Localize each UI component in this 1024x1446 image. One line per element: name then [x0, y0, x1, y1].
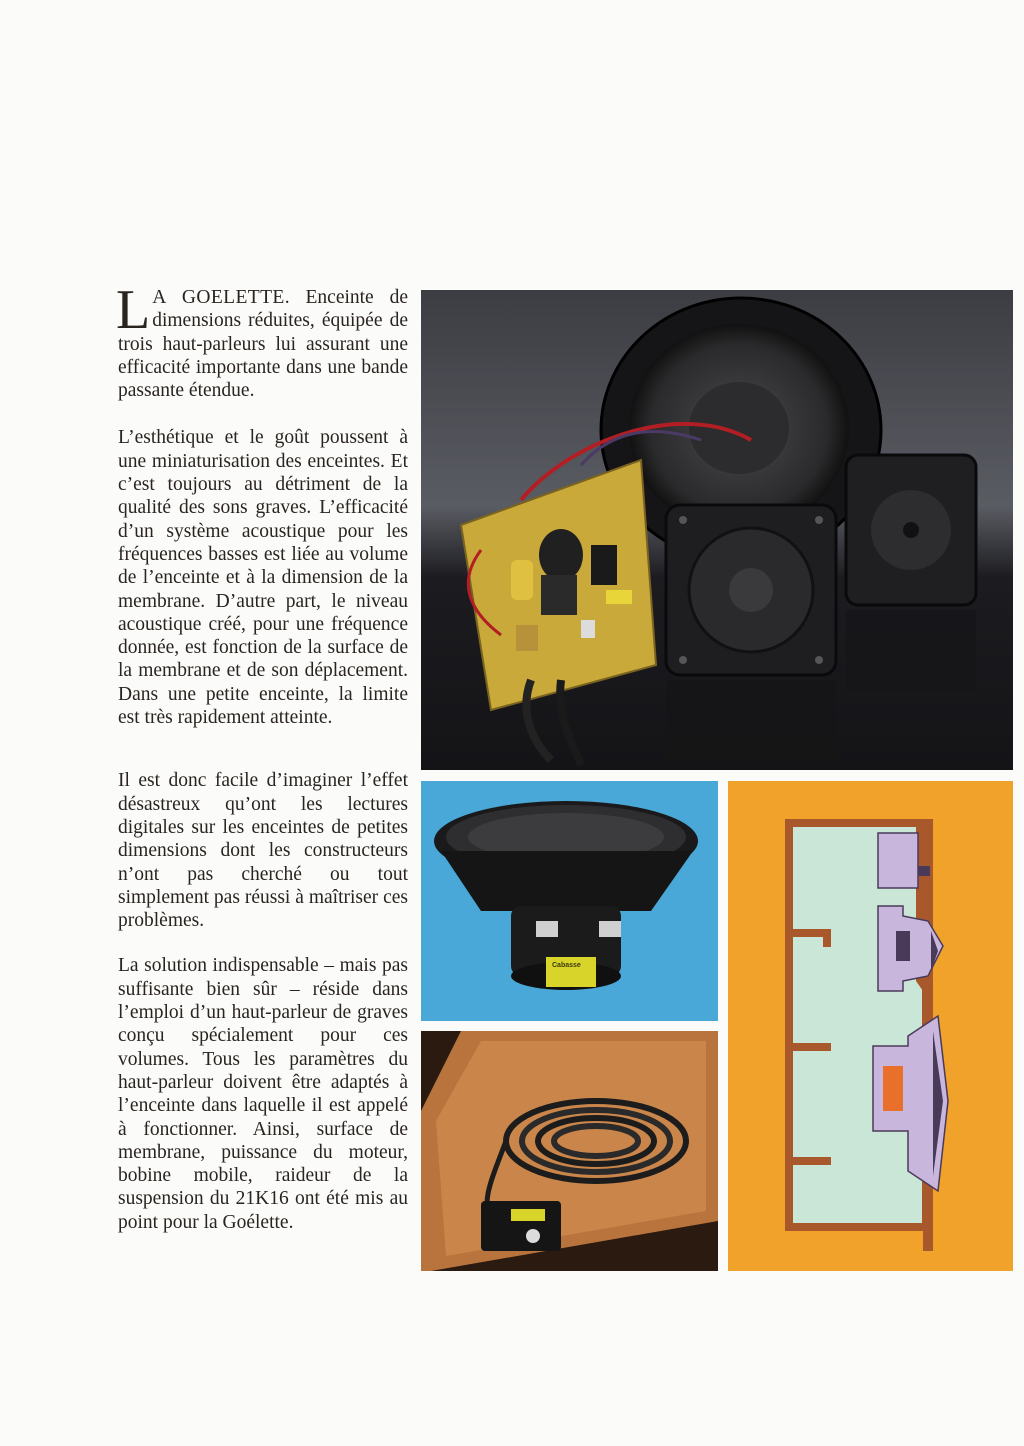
cabinet-cross-section-diagram: [728, 781, 1013, 1271]
lead-text: . Enceinte de dimensions réduites, équipée de trois haut-parleurs lui assurant une efficacité importante dans une bande passante étendue.: [118, 287, 409, 402]
lead-title: A GOELETTE: [152, 287, 285, 308]
article-text: [116, 279, 409, 1256]
woofer-photo: [421, 781, 718, 1021]
paragraph-2: Il est donc facile d’imaginer l’effet désastreux qu’ont les lectures digitales sur les enceintes de petites dimensions dont les constructeurs n’ont pas cherché ou tout simplement pas réussi à maîtriser ces problèmes.: [118, 770, 408, 932]
speaker-components-photo: [421, 290, 1013, 770]
woofer-badge-text: Cabasse: [552, 962, 581, 969]
cabinet-panel-photo: [421, 1031, 718, 1271]
drop-cap: L: [116, 279, 151, 341]
paragraph-1: L’esthétique et le goût poussent à une miniaturisation des enceintes. Et c’est toujours au détriment de la qualité des sons graves. L’efficacité d’un système acoustique pour les fréquences basses est liée au volume de l’enceinte et à la dimension de la membrane. D’autre part, le niveau acoustique créé, pour une fréquence donnée, est fonction de la surface de la membrane et de son déplacement. Dans une petite enceinte, la limite est très rapidement atteinte.: [118, 427, 408, 729]
intro-paragraph: [116, 279, 409, 402]
paragraph-3: La solution indispensable – mais pas suffisante bien sûr – réside dans l’emploi d’un haut-parleur de graves conçu spécialement pour ces volumes. Tous les paramètres du haut-parleur doivent être adaptés à l’enceinte dans laquelle il est appelé à fonctionner. Ainsi, surface de membrane, puissance du moteur, bobine mobile, raideur de la suspension du 21K16 ont été mis au point pour la Goélette.: [118, 955, 408, 1233]
